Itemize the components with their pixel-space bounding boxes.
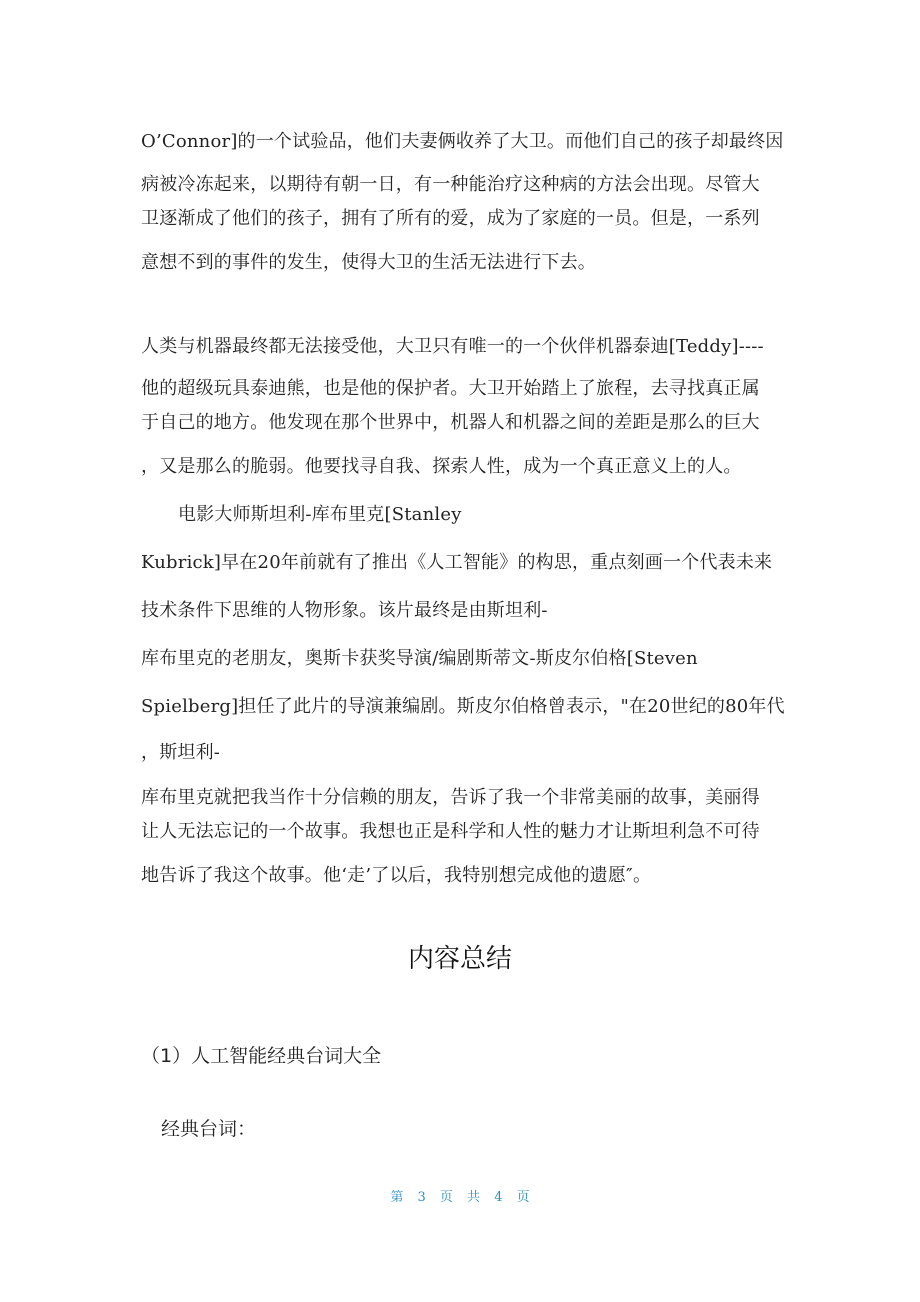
paragraph-3-line-6: ，斯坦利- — [141, 742, 221, 763]
paragraph-3-line-4: 库布里克的老朋友，奥斯卡获奖导演/编剧斯蒂文-斯皮尔伯格[Steven — [141, 648, 698, 669]
paragraph-3-line-8: 让人无法忘记的一个故事。我想也正是科学和人性的魅力才让斯坦利急不可待 — [141, 821, 760, 842]
paragraph-3-line-7: 库布里克就把我当作十分信赖的朋友，告诉了我一个非常美丽的故事，美丽得 — [141, 787, 760, 808]
paragraph-3-line-2: Kubrick]早在20年前就有了推出《人工智能》的构思，重点刻画一个代表未来 — [141, 552, 773, 573]
summary-item-1: （1）人工智能经典台词大全 — [141, 1045, 382, 1067]
paragraph-1-line-3: 卫逐渐成了他们的孩子，拥有了所有的爱，成为了家庭的一员。但是，一系列 — [141, 208, 760, 229]
page-number-footer: 第 3 页 共 4 页 — [390, 1190, 530, 1205]
paragraph-1-line-2: 病被冷冻起来，以期待有朝一日，有一种能治疗这种病的方法会出现。尽管大 — [141, 174, 760, 195]
summary-heading: 内容总结 — [407, 944, 512, 974]
paragraph-1-line-1: O’Connor]的一个试验品，他们夫妻俩收养了大卫。而他们自己的孩子却最终因 — [141, 131, 784, 152]
paragraph-2-line-3: 于自己的地方。他发现在那个世界中，机器人和机器之间的差距是那么的巨大 — [141, 412, 760, 433]
summary-item-2: 经典台词： — [161, 1118, 257, 1140]
paragraph-2-line-2: 他的超级玩具泰迪熊，也是他的保护者。大卫开始踏上了旅程，去寻找真正属 — [141, 378, 760, 399]
paragraph-3-line-9: 地告诉了我这个故事。他‘走’了以后，我特别想完成他的遗愿″。 — [141, 865, 652, 886]
paragraph-2-line-1: 人类与机器最终都无法接受他，大卫只有唯一的一个伙伴机器泰迪[Teddy]---- — [141, 336, 764, 357]
paragraph-3-line-1: 电影大师斯坦利-库布里克[Stanley — [178, 504, 462, 525]
paragraph-3-line-5: Spielberg]担任了此片的导演兼编剧。斯皮尔伯格曾表示，"在20世纪的80年代 — [141, 696, 785, 717]
paragraph-1-line-4: 意想不到的事件的发生，使得大卫的生活无法进行下去。 — [141, 252, 596, 273]
paragraph-2-line-4: ，又是那么的脆弱。他要找寻自我、探索人性，成为一个真正意义上的人。 — [141, 456, 742, 477]
paragraph-3-line-3: 技术条件下思维的人物形象。该片最终是由斯坦利- — [141, 600, 548, 621]
